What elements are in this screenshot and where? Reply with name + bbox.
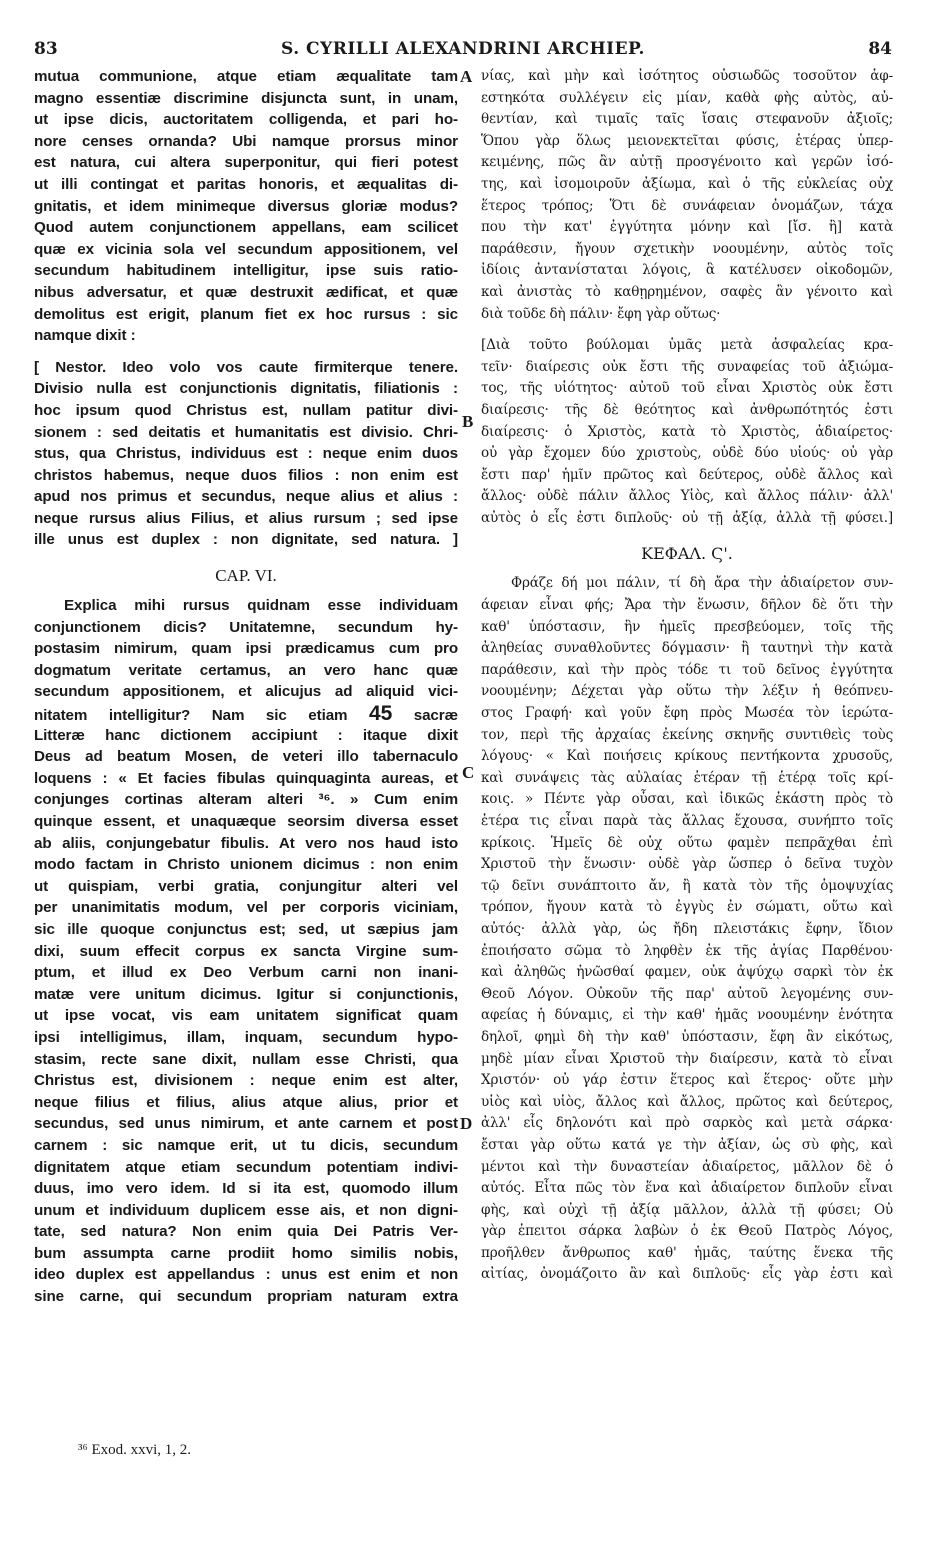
greek-text-line: [Διὰ τοῦτο βούλομαι ὑμᾶς μετὰ ἀσφαλείας κρα- bbox=[481, 337, 893, 354]
latin-text-line: unum et individuum duplicem esse ais, et non digni- bbox=[34, 1201, 458, 1219]
latin-paragraph-1 bbox=[34, 66, 458, 347]
latin-text-line: ipsi intelligimus, illam, inquam, secundum hypo- bbox=[34, 1028, 458, 1046]
greek-text-line: τος, τῆς υἱότητος· αὐτοῦ τοῦ εἶναι Χριστὸς οὐκ ἔστι bbox=[481, 380, 893, 397]
greek-text-line: της, καὶ ἰσομοιροῦν ἀξίωμα, καὶ ὁ τῆς εὐκλείας οὐχ bbox=[481, 175, 893, 192]
latin-text-line: Deus ad beatum Mosen, de veteri illo tabernaculo bbox=[34, 748, 458, 766]
greek-paragraph-1 bbox=[481, 66, 893, 325]
latin-text-line: conjunges cortinas alteram alteri ³⁶. » Cum enim bbox=[34, 791, 458, 809]
latin-text-line: dogmatum veritate certamus, an vero hanc quæ bbox=[34, 661, 458, 679]
running-title: S. CYRILLI ALEXANDRINI ARCHIEP. bbox=[281, 39, 645, 59]
greek-text-line: αὐτός· ἀλλὰ γὰρ, ὡς ἤδη πλειστάκις ἔφην, ἴδιον bbox=[481, 920, 893, 937]
greek-text-line: θεντίαν, καὶ τιμαῖς ταῖς ἴσαις στεφανοῦν ἀξιοῖς; bbox=[481, 111, 893, 128]
greek-text-line: Ὅπου γὰρ ὅλως μειονεκτεῖται φύσις, ἑτέρας ὑπερ- bbox=[481, 132, 893, 149]
greek-text-line: αὐτὸς ὁ εἷς ἐστι διπλοῦς· οὐ τῇ ἀξίᾳ, ἀλλὰ τῇ φύσει.] bbox=[481, 509, 893, 526]
greek-text-line: νοουμένην; Δέχεται γὰρ οὕτω τὴν λέξιν ἡ θεόπνευ- bbox=[481, 683, 893, 700]
page-number-right: 84 bbox=[868, 39, 892, 59]
greek-text-line: ἰδίοις ἀντανίσταται λόγοις, ἃ κατέλυσεν οἰκοδομῶν, bbox=[481, 262, 893, 279]
latin-text-line: Litteræ hanc dictionem accipiunt : itaque dixit bbox=[34, 726, 458, 744]
greek-text-line: τῷ δεῖνι συνάπτοιτο ἄν, ἢ κατὰ τὸν τῆς ὁμοψυχίας bbox=[481, 877, 893, 894]
greek-text-line: ἀλλ' εἷς δηλονότι καὶ πρὸ σαρκὸς καὶ μετὰ σάρκα· bbox=[481, 1115, 893, 1132]
latin-paragraph-3 bbox=[34, 595, 458, 703]
greek-text-line: Χριστόν· οὐ γάρ ἐστιν ἕτερος καὶ ἕτερος· οὔτε μὴν bbox=[481, 1072, 893, 1089]
latin-text-line: per unanimitatis modum, vel per corporis viciniam, bbox=[34, 899, 458, 917]
greek-text-line: ἀληθείας συναθλοῦντες δόγμασιν· ἢ ταυτηνὶ τὴν κατὰ bbox=[481, 640, 893, 657]
footnote: ³⁶ Exod. xxvi, 1, 2. bbox=[78, 1442, 192, 1458]
greek-text-line: ἕτερος τρόπος; Ὅτι δὲ συνάφειαν ὀνομάζων, τάχα bbox=[481, 197, 893, 214]
greek-text-line: γὰρ ἐπειτοι σάρκα λαβὼν ὁ ἐκ Θεοῦ Πατρὸς Λόγος, bbox=[481, 1223, 893, 1240]
latin-text-line: Quod autem conjunctionem appellans, eam scilicet bbox=[34, 219, 458, 237]
greek-text-line: οὐ γὰρ ἔχομεν δύο χριστοὺς, οὐδὲ δύο υἱούς· οὐ γὰρ bbox=[481, 445, 893, 462]
latin-paragraph-3-cont bbox=[34, 725, 458, 1308]
greek-text-line: στος Γραφή· καὶ γοῦν ἔφη πρὸς Μωσέα τὸν ἱερώτα- bbox=[481, 705, 893, 722]
latin-text-line: demolitus est erigit, planum fiet ex hoc rursus : sic bbox=[34, 305, 458, 323]
latin-text-line: Christus est, divisionem : neque enim est alter, bbox=[34, 1072, 458, 1090]
greek-text-line: διαίρεσις· τῆς δὲ θεότητος καὶ ἀνθρωπότητός ἐστι bbox=[481, 401, 893, 418]
greek-text-line: τον, περὶ τῆς ἀρχαίας ἐκείνης σκηνῆς συντιθεὶς τοὺς bbox=[481, 726, 893, 743]
latin-text-line: conjunctionem dicis? Unitatemne, secundum hy- bbox=[34, 618, 458, 636]
latin-text-line: magno essentiæ discrimine disjuncta sunt, in unam, bbox=[34, 89, 458, 107]
latin-text-line: Divisio nulla est conjunctionis dignitatis, filiationis : bbox=[34, 380, 458, 398]
latin-text-line: ut ipse dicis, auctoritatem colligenda, et pari ho- bbox=[34, 111, 458, 129]
latin-text-line: carnem : sic namque erit, ut tu dicis, secundum bbox=[34, 1136, 458, 1154]
latin-text-line: dixi, suum effecit corpus ex sancta Virgine sum- bbox=[34, 942, 458, 960]
greek-text-line: αὐτός. Εἶτα πῶς τὸν ἕνα καὶ ἀδιαίρετον διπλοῦν εἶναι bbox=[481, 1180, 893, 1197]
latin-text-line: modo factam in Christo unionem dicimus : non enim bbox=[34, 856, 458, 874]
latin-text-line: ut illi contingat et paritas honoris, et æqualitas di- bbox=[34, 175, 458, 193]
latin-text-line: [ Nestor. Ideo volo vos caute firmiterque tenere. bbox=[34, 358, 458, 376]
greek-text-line: παράθεσιν, καὶ τὴν πρὸς τόδε τι τοῦ δεῖνος ἐγγύτητα bbox=[481, 661, 893, 678]
page-number-left: 83 bbox=[34, 39, 58, 59]
latin-text-line: secundus, sed unus nimirum, et ante carnem et post bbox=[34, 1115, 458, 1133]
greek-text-line: ἔστι παρ' ἡμῖν πρῶτος καὶ δεύτερος, οὐδὲ ἄλλος καὶ bbox=[481, 466, 893, 483]
latin-text-line: sine carne, qui secundum propriam naturam extra bbox=[34, 1288, 458, 1306]
greek-text-line: ἄλλος· οὐδὲ πάλιν ἄλλος Υἱὸς, καὶ ἄλλος πάλιν· ἀλλ' bbox=[481, 488, 893, 505]
latin-text-line: dignitatem atque etiam secundum potentiam indivi- bbox=[34, 1158, 458, 1176]
greek-text-line: κρίκοις. Ἡμεῖς δὲ οὐχ οὕτω φαμὲν πεπρᾶχθαι ἐπὶ bbox=[481, 834, 893, 851]
greek-text-line: Θεοῦ Λόγον. Οὐκοῦν τῆς παρ' αὐτοῦ λεγομένης συν- bbox=[481, 985, 893, 1002]
latin-text-line: neque filius et filius, alius atque alius, prior et bbox=[34, 1093, 458, 1111]
greek-text-line: λόγους· « Καὶ ποιήσεις κρίκους πεντήκοντα χρυσοῦς, bbox=[481, 748, 893, 765]
latin-text-line: quinque essent, et unaquæque seorsim diversa esset bbox=[34, 813, 458, 830]
margin-letter-d: D bbox=[460, 1114, 473, 1133]
greek-text-line: μέντοι καὶ τὴν δυναστείαν ἀδιαίρετος, μᾶλλον δὲ ὁ bbox=[481, 1158, 893, 1175]
greek-text-line: άφειαν εἶναι φής; Ἄρα τὴν ἕνωσιν, δῆλον δὲ ὅτι τὴν bbox=[481, 597, 893, 614]
latin-text-line: est natura, cui altera superponitur, qui fieri potest bbox=[34, 154, 458, 172]
latin-text-line: namque dixit : bbox=[34, 327, 136, 345]
latin-text-line: postasim nimirum, quam ipsi prædicamus cum pro bbox=[34, 640, 458, 658]
greek-column bbox=[481, 66, 893, 1286]
margin-letter-b: B bbox=[462, 412, 474, 431]
latin-text-line: ptum, et illud ex Deo Verbum carni non inani- bbox=[34, 964, 458, 982]
greek-text-line: τεῖν· διαίρεσις οὐκ ἔστι τῆς συναφείας τοῦ ἀξιώμα- bbox=[481, 358, 893, 375]
latin-text-line: stasim, recte sane dixit, nullam esse Christi, qua bbox=[34, 1050, 458, 1068]
latin-text-line: apud nos primus et secundus, neque alius et alius : bbox=[34, 488, 458, 506]
greek-text-line: ἑτέρα τις εἶναι παρὰ τὰς ἄλλας ἔχουσα, συνήπτο τοῖς bbox=[481, 813, 893, 829]
greek-text-line: καὶ συνάψεις τὰς αὐλαίας ἑτέραν τῇ ἑτέρᾳ τοῖς κρί- bbox=[481, 769, 893, 786]
greek-nestor-quote bbox=[481, 335, 893, 529]
greek-text-line: αἰτίας, ὀνομάζοιτο ἂν καὶ διπλοῦς· εἷς γὰρ ἐστι καὶ bbox=[481, 1266, 893, 1283]
latin-text-line: sic ille quoque conjunctus est; sed, ut sæpius jam bbox=[34, 920, 458, 938]
greek-text-line: που τὴν κατ' ἐγγύτητα μόνην καὶ [ἴσ. ἢ] κατὰ bbox=[481, 219, 893, 236]
greek-text-line: καὶ ἀληθῶς ἡνῶσθαί φαμεν, οὐκ ἀψύχῳ σαρκὶ τὸν ἐκ bbox=[481, 964, 893, 981]
greek-text-line: καθ' ὑπόστασιν, ἣν ἡμεῖς πρεσβεύομεν, τοῖς τῆς bbox=[481, 618, 893, 635]
latin-text-line: secundum habitudinem intelligitur, ipse suis ratio- bbox=[34, 262, 458, 280]
margin-letter-a: A bbox=[460, 67, 473, 86]
greek-text-line: προῆλθεν ἄνθρωπος καθ' ἡμᾶς, ταύτης ἕνεκα τῆς bbox=[481, 1244, 893, 1261]
greek-text-line: τρόπον, ἤγουν κατὰ τὸ ἐγγὺς ἐν σώματι, οὕτω καὶ bbox=[481, 899, 893, 916]
latin-text-line: ille unus est duplex : non dignitate, sed natura. ] bbox=[34, 531, 458, 549]
greek-text-line: κοις. » Πέντε γὰρ οὖσαι, καὶ ἰδικῶς ἑκάστη πρὸς τὸ bbox=[481, 791, 893, 808]
greek-text-line: παράθεσιν, ἤγουν σχετικὴν νοουμένην, αὐτὸς τοῖς bbox=[481, 240, 893, 257]
latin-chapter-heading: CAP. VI. bbox=[215, 566, 277, 586]
greek-text-line: Φράζε δή μοι πάλιν, τί δὴ ἄρα τὴν ἀδιαίρετον συν- bbox=[511, 575, 893, 592]
latin-text-line: matæ vere unitum dicimus. Igitur si conjunctionis, bbox=[34, 985, 458, 1003]
latin-text-line: ab aliis, conjungebatur fibulis. At vero nos haud isto bbox=[34, 834, 458, 852]
latin-text-line: sionem : sed deitatis et humanitatis est divisio. Chri- bbox=[34, 423, 458, 441]
greek-text-line: δηλοῖ, φημὶ δὴ τὴν καθ' ὑπόστασιν, ἔφη ἂν εἰκότως, bbox=[481, 1028, 893, 1045]
greek-text-line: διαίρεσις· ὁ Χριστὸς, κατὰ τὸ Χριστὸς, ἀδιαίρετος· bbox=[481, 423, 893, 440]
latin-text-line: ut ipse vocat, vis eam unitatem significat quam bbox=[34, 1007, 458, 1025]
latin-text-line: mutua communione, atque etiam æqualitate tam bbox=[34, 68, 458, 85]
greek-chapter-heading: ΚΕΦΑΛ. Ϛ'. bbox=[641, 544, 733, 564]
latin-text-line: tate, sed natura? Non enim quia Dei Patris Ver- bbox=[34, 1223, 458, 1241]
greek-text-line: διὰ τοῦδε δὴ πάλιν· ἔφη γὰρ οὕτως· bbox=[481, 305, 721, 322]
latin-text-line: stus, qua Christus, individuus est : neque enim duos bbox=[34, 445, 458, 463]
greek-text-line: υἱὸς καὶ υἱὸς, ἄλλος καὶ ἄλλος, πρῶτος καὶ δεύτερος, bbox=[481, 1093, 893, 1110]
latin-text-line: gnitatis, et idem minimeque diversus gloriæ modus? bbox=[34, 197, 458, 215]
greek-text-line: ἐποιήσατο σῶμα τὸ ληφθὲν ἐκ τῆς ἁγίας Παρθένου· bbox=[481, 942, 893, 959]
greek-paragraph-3 bbox=[481, 573, 893, 1286]
latin-text-line: duus, imo vero idem. Id si ita est, quomodo illum bbox=[34, 1180, 458, 1198]
latin-nestor-quote bbox=[34, 357, 458, 551]
latin-text-line: ideo duplex est appellandus : unus est enim et non bbox=[34, 1266, 458, 1284]
latin-text-line: hoc ipsum quod Christus est, nullam patitur divi- bbox=[34, 401, 458, 419]
latin-text-line: nore censes ornanda? Ubi namque prorsus minor bbox=[34, 132, 458, 150]
latin-text-line: nibus adversatur, et quæ destruxit ædificat, et quæ bbox=[34, 283, 458, 301]
latin-text-line: christos habemus, neque duos filios : non enim est bbox=[34, 466, 458, 484]
latin-text-line: bum assumpta carne prodiit homo similis nobis, bbox=[34, 1244, 458, 1262]
greek-text-line: Χριστοῦ τὴν ἕνωσιν· οὐδὲ γὰρ ὥσπερ ὁ δεῖνα τυχὸν bbox=[481, 856, 893, 873]
latin-text-line: secundum appositionem, et alicujus ad aliquid vici- bbox=[34, 683, 458, 701]
greek-text-line: νίας, καὶ μὴν καὶ ἰσότητος οὐσιωδῶς τοσοῦτον ἀφ- bbox=[481, 68, 893, 84]
running-header bbox=[34, 38, 892, 64]
edition-page-number: 45 bbox=[369, 702, 393, 726]
latin-text-line: loquens : « Et facies fibulas quinquaginta aureas, et bbox=[34, 769, 458, 787]
latin-text-line: quæ ex vicinia sola vel secundum appositionem, vel bbox=[34, 240, 458, 258]
latin-column bbox=[34, 66, 458, 1308]
margin-letter-c: C bbox=[462, 763, 475, 782]
latin-text-line: Explica mihi rursus quidnam esse individuam bbox=[64, 597, 458, 615]
greek-text-line: μηδὲ μίαν εἶναι Χριστοῦ τὴν διαίρεσιν, κατὰ τὸ εἶναι bbox=[481, 1050, 893, 1067]
latin-line-with-page-number: nitatem intelligitur? Nam sic etiam 45 sacræ bbox=[34, 702, 458, 726]
greek-text-line: καὶ ἀνιστὰς τὸ καθῃρημένον, σαφὲς ἂν γένοιτο καὶ bbox=[481, 283, 893, 300]
greek-text-line: φὴς, καὶ οὐχὶ τῇ ἀξίᾳ μᾶλλον, ἀλλὰ τῇ φύσει; Οὐ bbox=[481, 1201, 893, 1218]
latin-text-line: ut quispiam, verbi gratia, conjungitur alteri vel bbox=[34, 877, 458, 895]
greek-text-line: αφείας ἡ δύναμις, εἰ τὴν καθ' ἡμᾶς νοουμένην ἑνότητα bbox=[481, 1007, 893, 1024]
greek-text-line: κειμένης, πῶς ἂν αὐτῇ προσγένοιτο καὶ γερῶν ἰσό- bbox=[481, 154, 893, 171]
greek-text-line: ἔσται γὰρ οὕτω κατά γε τὴν ἀξίαν, ὡς σὺ φὴς, καὶ bbox=[481, 1136, 893, 1153]
latin-text-line: neque rursus alius Filius, et alius rursum ; sed ipse bbox=[34, 509, 458, 527]
greek-text-line: εστηκότα συλλέγειν εἰς μίαν, καθὰ φὴς αὐτὸς, αὐ- bbox=[481, 89, 893, 106]
